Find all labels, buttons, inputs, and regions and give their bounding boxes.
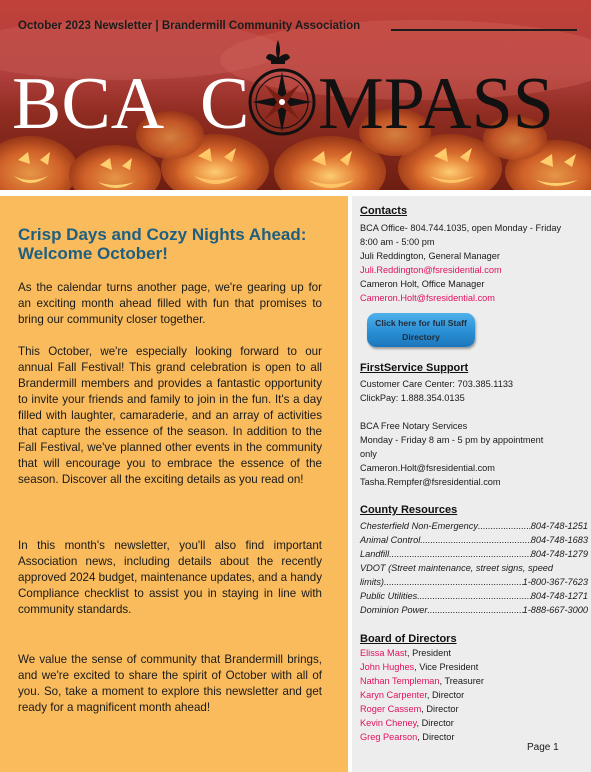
board-member-link[interactable]: Roger Cassem (360, 704, 422, 714)
board-member-link[interactable]: Karyn Carpenter (360, 690, 427, 700)
compass-rose-icon (250, 70, 314, 134)
contacts-heading: Contacts (360, 205, 408, 217)
article-paragraph: This October, we're especially looking forward to our annual Fall Festival! This grand celebration is open to all Brandermill members and provides a fantastic opportunity to invite your friends and family to join in the fun. It's a day filled with laughter, camaraderie, and an array of activities that capture the essence of the season. In addition to the Fall Festival, we've planned other events in the community that will encourage you to embrace the essence of the season. Discover all the exciting details as you read on! (18, 345, 322, 486)
header-rule (391, 29, 577, 31)
contact-email-link[interactable]: Juli.Reddington@fsresidential.com (360, 265, 502, 275)
staff-directory-button[interactable] (367, 313, 475, 347)
contact-person: Juli Reddington, General Manager (360, 251, 500, 261)
article-paragraph: In this month's newsletter, you'll also find important Association news, including details about the recently approved 2024 budget, maintenance updates, and a handy Compliance checklist to assist you in staying in line with community standards. (18, 539, 322, 616)
board-member-link[interactable]: Greg Pearson (360, 732, 418, 742)
board-member-link[interactable]: Nathan Templeman (360, 676, 440, 686)
board-member: John Hughes, Vice President (360, 662, 479, 672)
contact-person: Cameron Holt, Office Manager (360, 279, 485, 289)
board-member: Elissa Mast, President (360, 648, 451, 658)
page-number: Page 1 (527, 742, 559, 753)
masthead-logo (0, 62, 591, 142)
masthead-c-text: C (200, 63, 250, 142)
county-resources-section (360, 503, 588, 617)
customer-care-line: Customer Care Center: 703.385.1133 (360, 379, 514, 389)
firstservice-heading: FirstService Support (360, 362, 469, 374)
board-member: Karyn Carpenter, Director (360, 690, 465, 700)
board-heading: Board of Directors (360, 633, 457, 645)
notary-title: BCA Free Notary Services (360, 421, 468, 431)
vdot-line: VDOT (Street maintenance, street signs, speed (360, 563, 554, 573)
contact-email-link[interactable]: Cameron.Holt@fsresidential.com (360, 293, 495, 303)
firstservice-section (360, 361, 543, 489)
sidebar (352, 196, 591, 772)
notary-hours: only (360, 449, 377, 459)
staff-button-label: Directory (402, 332, 440, 342)
board-member-link[interactable]: John Hughes (360, 662, 415, 672)
office-line: BCA Office- 804.744.1035, open Monday - Friday (360, 223, 562, 233)
county-heading: County Resources (360, 504, 458, 516)
board-member: Kevin Cheney, Director (360, 718, 454, 728)
board-member: Nathan Templeman, Treasurer (360, 676, 484, 686)
board-member: Roger Cassem, Director (360, 704, 459, 714)
newsletter-issue-line: October 2023 Newsletter | Brandermill Community Association (18, 20, 361, 32)
board-section (360, 632, 484, 744)
article-headline: Crisp Days and Cozy Nights Ahead: Welcome October! (18, 225, 307, 263)
resource-row: Landfill ..... 804-748-1279 (360, 547, 588, 561)
notary-email-link[interactable]: Cameron.Holt@fsresidential.com (360, 463, 495, 473)
resource-row: Dominion Power ..... 1-888-667-3000 (360, 603, 588, 617)
staff-button-label: Click here for full Staff (375, 318, 467, 328)
contacts-section (360, 204, 561, 305)
resource-row: Public Utilities ..... 804-748-1271 (360, 589, 588, 603)
resource-row: limits) ..... 1-800-367-7623 (360, 575, 588, 589)
board-member: Greg Pearson, Director (360, 732, 455, 742)
article-paragraph: We value the sense of community that Brandermill brings, and we're excited to share the spirit of October with all of you. So, take a moment to explore this newsletter and get ready for a magnificent month ahead! (18, 653, 322, 714)
resource-row: Chesterfield Non-Emergency ..... 804-748-1251 (360, 519, 588, 533)
clickpay-line: ClickPay: 1.888.354.0135 (360, 393, 465, 403)
masthead-bca-text: BCA (12, 63, 165, 142)
board-member-link[interactable]: Elissa Mast (360, 648, 407, 658)
board-member-link[interactable]: Kevin Cheney (360, 718, 417, 728)
article-paragraph: As the calendar turns another page, we're gearing up for an exciting month ahead filled with fun that promises to bring our community closer together. (18, 281, 322, 326)
resource-row: Animal Control ..... 804-748-1683 (360, 533, 588, 547)
masthead-mpass-text: MPASS (318, 63, 554, 142)
header-banner (0, 0, 591, 190)
office-hours: 8:00 am - 5:00 pm (360, 237, 435, 247)
welcome-article (0, 196, 348, 772)
notary-email-link[interactable]: Tasha.Rempfer@fsresidential.com (360, 477, 501, 487)
notary-hours: Monday - Friday 8 am - 5 pm by appointment (360, 435, 544, 445)
